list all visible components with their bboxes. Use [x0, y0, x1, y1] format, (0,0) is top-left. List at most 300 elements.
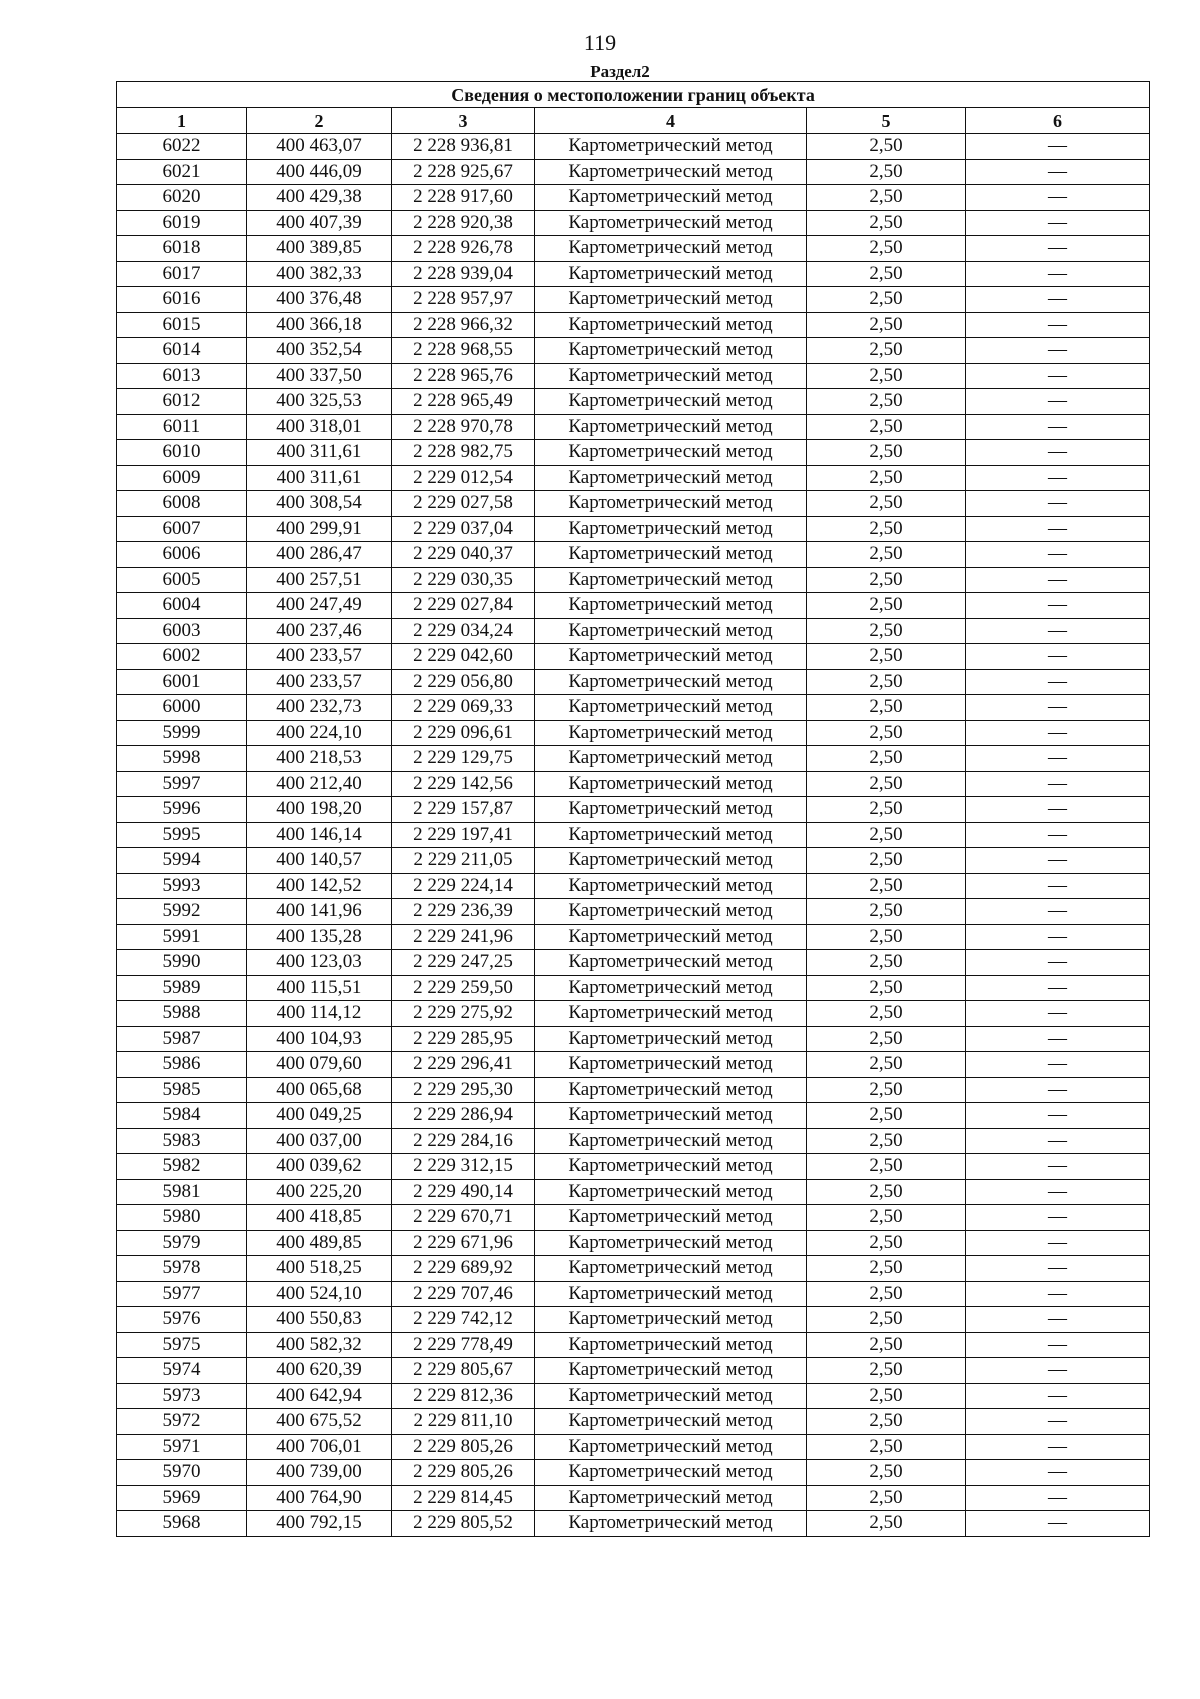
x-coordinate-cell: 400 582,32 [247, 1332, 392, 1358]
note-cell: — [966, 644, 1150, 670]
method-cell: Картометрический метод [535, 516, 807, 542]
point-number-cell: 5995 [117, 822, 247, 848]
x-coordinate-cell: 400 675,52 [247, 1409, 392, 1435]
x-coordinate-cell: 400 104,93 [247, 1026, 392, 1052]
point-number-cell: 5994 [117, 848, 247, 874]
accuracy-cell: 2,50 [807, 134, 966, 160]
accuracy-cell: 2,50 [807, 873, 966, 899]
table-row [117, 1358, 1150, 1384]
y-coordinate-cell: 2 228 957,97 [392, 287, 535, 313]
accuracy-cell: 2,50 [807, 899, 966, 925]
method-cell: Картометрический метод [535, 465, 807, 491]
y-coordinate-cell: 2 229 236,39 [392, 899, 535, 925]
y-coordinate-cell: 2 228 926,78 [392, 236, 535, 262]
method-cell: Картометрический метод [535, 1256, 807, 1282]
note-cell: — [966, 1001, 1150, 1027]
accuracy-cell: 2,50 [807, 465, 966, 491]
note-cell: — [966, 210, 1150, 236]
accuracy-cell: 2,50 [807, 1052, 966, 1078]
note-cell: — [966, 1205, 1150, 1231]
table-row [117, 261, 1150, 287]
point-number-cell: 5998 [117, 746, 247, 772]
accuracy-cell: 2,50 [807, 1205, 966, 1231]
note-cell: — [966, 567, 1150, 593]
method-cell: Картометрический метод [535, 312, 807, 338]
method-cell: Картометрический метод [535, 746, 807, 772]
y-coordinate-cell: 2 229 012,54 [392, 465, 535, 491]
table-row [117, 848, 1150, 874]
accuracy-cell: 2,50 [807, 1128, 966, 1154]
y-coordinate-cell: 2 229 778,49 [392, 1332, 535, 1358]
note-cell: — [966, 1511, 1150, 1537]
x-coordinate-cell: 400 140,57 [247, 848, 392, 874]
point-number-cell: 5982 [117, 1154, 247, 1180]
note-cell: — [966, 312, 1150, 338]
method-cell: Картометрический метод [535, 338, 807, 364]
note-cell: — [966, 1281, 1150, 1307]
y-coordinate-cell: 2 229 027,84 [392, 593, 535, 619]
x-coordinate-cell: 400 311,61 [247, 440, 392, 466]
method-cell: Картометрический метод [535, 899, 807, 925]
method-cell: Картометрический метод [535, 873, 807, 899]
point-number-cell: 5992 [117, 899, 247, 925]
method-cell: Картометрический метод [535, 567, 807, 593]
method-cell: Картометрический метод [535, 1485, 807, 1511]
y-coordinate-cell: 2 228 920,38 [392, 210, 535, 236]
table-row [117, 1332, 1150, 1358]
x-coordinate-cell: 400 366,18 [247, 312, 392, 338]
table-row [117, 389, 1150, 415]
y-coordinate-cell: 2 228 917,60 [392, 185, 535, 211]
note-cell: — [966, 771, 1150, 797]
table-row [117, 236, 1150, 262]
note-cell: — [966, 720, 1150, 746]
note-cell: — [966, 695, 1150, 721]
method-cell: Картометрический метод [535, 644, 807, 670]
accuracy-cell: 2,50 [807, 771, 966, 797]
x-coordinate-cell: 400 142,52 [247, 873, 392, 899]
y-coordinate-cell: 2 229 742,12 [392, 1307, 535, 1333]
method-cell: Картометрический метод [535, 1511, 807, 1537]
point-number-cell: 5979 [117, 1230, 247, 1256]
point-number-cell: 5968 [117, 1511, 247, 1537]
x-coordinate-cell: 400 247,49 [247, 593, 392, 619]
note-cell: — [966, 1460, 1150, 1486]
point-number-cell: 5993 [117, 873, 247, 899]
method-cell: Картометрический метод [535, 134, 807, 160]
method-cell: Картометрический метод [535, 1077, 807, 1103]
accuracy-cell: 2,50 [807, 414, 966, 440]
accuracy-cell: 2,50 [807, 312, 966, 338]
table-row [117, 159, 1150, 185]
x-coordinate-cell: 400 376,48 [247, 287, 392, 313]
x-coordinate-cell: 400 198,20 [247, 797, 392, 823]
point-number-cell: 5977 [117, 1281, 247, 1307]
accuracy-cell: 2,50 [807, 797, 966, 823]
accuracy-cell: 2,50 [807, 1026, 966, 1052]
method-cell: Картометрический метод [535, 822, 807, 848]
table-row [117, 1434, 1150, 1460]
method-cell: Картометрический метод [535, 593, 807, 619]
note-cell: — [966, 822, 1150, 848]
accuracy-cell: 2,50 [807, 1256, 966, 1282]
point-number-cell: 5989 [117, 975, 247, 1001]
y-coordinate-cell: 2 229 805,67 [392, 1358, 535, 1384]
table-row [117, 1383, 1150, 1409]
table-row [117, 644, 1150, 670]
accuracy-cell: 2,50 [807, 1485, 966, 1511]
x-coordinate-cell: 400 237,46 [247, 618, 392, 644]
table-row [117, 950, 1150, 976]
x-coordinate-cell: 400 642,94 [247, 1383, 392, 1409]
table-row [117, 797, 1150, 823]
method-cell: Картометрический метод [535, 1128, 807, 1154]
accuracy-cell: 2,50 [807, 1281, 966, 1307]
x-coordinate-cell: 400 257,51 [247, 567, 392, 593]
method-cell: Картометрический метод [535, 1460, 807, 1486]
point-number-cell: 5988 [117, 1001, 247, 1027]
y-coordinate-cell: 2 229 142,56 [392, 771, 535, 797]
y-coordinate-cell: 2 229 157,87 [392, 797, 535, 823]
point-number-cell: 5999 [117, 720, 247, 746]
accuracy-cell: 2,50 [807, 389, 966, 415]
method-cell: Картометрический метод [535, 848, 807, 874]
x-coordinate-cell: 400 114,12 [247, 1001, 392, 1027]
accuracy-cell: 2,50 [807, 1358, 966, 1384]
x-coordinate-cell: 400 706,01 [247, 1434, 392, 1460]
table-row [117, 695, 1150, 721]
y-coordinate-cell: 2 229 707,46 [392, 1281, 535, 1307]
accuracy-cell: 2,50 [807, 236, 966, 262]
accuracy-cell: 2,50 [807, 542, 966, 568]
y-coordinate-cell: 2 228 970,78 [392, 414, 535, 440]
point-number-cell: 6009 [117, 465, 247, 491]
point-number-cell: 6001 [117, 669, 247, 695]
column-number: 1 [117, 108, 247, 134]
y-coordinate-cell: 2 229 224,14 [392, 873, 535, 899]
table-row [117, 210, 1150, 236]
method-cell: Картометрический метод [535, 210, 807, 236]
accuracy-cell: 2,50 [807, 1077, 966, 1103]
note-cell: — [966, 848, 1150, 874]
table-row [117, 1281, 1150, 1307]
column-number: 2 [247, 108, 392, 134]
point-number-cell: 5969 [117, 1485, 247, 1511]
y-coordinate-cell: 2 229 037,04 [392, 516, 535, 542]
note-cell: — [966, 797, 1150, 823]
point-number-cell: 6002 [117, 644, 247, 670]
note-cell: — [966, 1154, 1150, 1180]
y-coordinate-cell: 2 229 069,33 [392, 695, 535, 721]
y-coordinate-cell: 2 229 211,05 [392, 848, 535, 874]
section-title: Раздел2 [590, 62, 650, 81]
table-row [117, 1485, 1150, 1511]
accuracy-cell: 2,50 [807, 848, 966, 874]
x-coordinate-cell: 400 225,20 [247, 1179, 392, 1205]
accuracy-cell: 2,50 [807, 1332, 966, 1358]
point-number-cell: 6018 [117, 236, 247, 262]
point-number-cell: 5990 [117, 950, 247, 976]
point-number-cell: 5971 [117, 1434, 247, 1460]
accuracy-cell: 2,50 [807, 1179, 966, 1205]
table-row [117, 975, 1150, 1001]
x-coordinate-cell: 400 620,39 [247, 1358, 392, 1384]
x-coordinate-cell: 400 389,85 [247, 236, 392, 262]
table-row [117, 542, 1150, 568]
method-cell: Картометрический метод [535, 287, 807, 313]
note-cell: — [966, 618, 1150, 644]
x-coordinate-cell: 400 049,25 [247, 1103, 392, 1129]
table-row [117, 1409, 1150, 1435]
x-coordinate-cell: 400 115,51 [247, 975, 392, 1001]
method-cell: Картометрический метод [535, 1358, 807, 1384]
accuracy-cell: 2,50 [807, 1307, 966, 1333]
point-number-cell: 5983 [117, 1128, 247, 1154]
x-coordinate-cell: 400 039,62 [247, 1154, 392, 1180]
note-cell: — [966, 134, 1150, 160]
point-number-cell: 6005 [117, 567, 247, 593]
x-coordinate-cell: 400 407,39 [247, 210, 392, 236]
y-coordinate-cell: 2 229 286,94 [392, 1103, 535, 1129]
point-number-cell: 6007 [117, 516, 247, 542]
note-cell: — [966, 159, 1150, 185]
point-number-cell: 5976 [117, 1307, 247, 1333]
y-coordinate-cell: 2 229 096,61 [392, 720, 535, 746]
y-coordinate-cell: 2 228 939,04 [392, 261, 535, 287]
accuracy-cell: 2,50 [807, 516, 966, 542]
point-number-cell: 5980 [117, 1205, 247, 1231]
table-row [117, 312, 1150, 338]
point-number-cell: 5970 [117, 1460, 247, 1486]
table-row [117, 1128, 1150, 1154]
y-coordinate-cell: 2 228 965,49 [392, 389, 535, 415]
x-coordinate-cell: 400 764,90 [247, 1485, 392, 1511]
x-coordinate-cell: 400 065,68 [247, 1077, 392, 1103]
y-coordinate-cell: 2 229 805,52 [392, 1511, 535, 1537]
point-number-cell: 5996 [117, 797, 247, 823]
note-cell: — [966, 746, 1150, 772]
accuracy-cell: 2,50 [807, 1434, 966, 1460]
accuracy-cell: 2,50 [807, 695, 966, 721]
x-coordinate-cell: 400 382,33 [247, 261, 392, 287]
method-cell: Картометрический метод [535, 1307, 807, 1333]
table-caption: Сведения о местоположении границ объекта [117, 82, 1150, 108]
table-row [117, 567, 1150, 593]
point-number-cell: 6000 [117, 695, 247, 721]
point-number-cell: 5986 [117, 1052, 247, 1078]
note-cell: — [966, 542, 1150, 568]
accuracy-cell: 2,50 [807, 644, 966, 670]
note-cell: — [966, 1307, 1150, 1333]
note-cell: — [966, 1103, 1150, 1129]
x-coordinate-cell: 400 739,00 [247, 1460, 392, 1486]
table-row [117, 873, 1150, 899]
table-row [117, 1307, 1150, 1333]
note-cell: — [966, 1128, 1150, 1154]
note-cell: — [966, 1230, 1150, 1256]
x-coordinate-cell: 400 311,61 [247, 465, 392, 491]
x-coordinate-cell: 400 318,01 [247, 414, 392, 440]
point-number-cell: 5985 [117, 1077, 247, 1103]
point-number-cell: 6003 [117, 618, 247, 644]
note-cell: — [966, 1256, 1150, 1282]
y-coordinate-cell: 2 229 197,41 [392, 822, 535, 848]
y-coordinate-cell: 2 229 805,26 [392, 1460, 535, 1486]
point-number-cell: 6017 [117, 261, 247, 287]
y-coordinate-cell: 2 229 689,92 [392, 1256, 535, 1282]
x-coordinate-cell: 400 489,85 [247, 1230, 392, 1256]
accuracy-cell: 2,50 [807, 975, 966, 1001]
method-cell: Картометрический метод [535, 389, 807, 415]
table-row [117, 414, 1150, 440]
x-coordinate-cell: 400 037,00 [247, 1128, 392, 1154]
method-cell: Картометрический метод [535, 924, 807, 950]
table-body [117, 134, 1150, 1537]
table-row [117, 1230, 1150, 1256]
x-coordinate-cell: 400 141,96 [247, 899, 392, 925]
table-row [117, 822, 1150, 848]
y-coordinate-cell: 2 229 030,35 [392, 567, 535, 593]
note-cell: — [966, 1179, 1150, 1205]
accuracy-cell: 2,50 [807, 159, 966, 185]
y-coordinate-cell: 2 229 805,26 [392, 1434, 535, 1460]
table-row [117, 746, 1150, 772]
note-cell: — [966, 516, 1150, 542]
point-number-cell: 5974 [117, 1358, 247, 1384]
point-number-cell: 6015 [117, 312, 247, 338]
x-coordinate-cell: 400 352,54 [247, 338, 392, 364]
table-row [117, 1052, 1150, 1078]
note-cell: — [966, 1434, 1150, 1460]
accuracy-cell: 2,50 [807, 491, 966, 517]
accuracy-cell: 2,50 [807, 1154, 966, 1180]
accuracy-cell: 2,50 [807, 950, 966, 976]
point-number-cell: 6014 [117, 338, 247, 364]
point-number-cell: 5978 [117, 1256, 247, 1282]
point-number-cell: 6004 [117, 593, 247, 619]
method-cell: Картометрический метод [535, 1409, 807, 1435]
x-coordinate-cell: 400 792,15 [247, 1511, 392, 1537]
note-cell: — [966, 873, 1150, 899]
y-coordinate-cell: 2 229 811,10 [392, 1409, 535, 1435]
note-cell: — [966, 185, 1150, 211]
note-cell: — [966, 1485, 1150, 1511]
table-row [117, 1001, 1150, 1027]
note-cell: — [966, 975, 1150, 1001]
x-coordinate-cell: 400 224,10 [247, 720, 392, 746]
x-coordinate-cell: 400 212,40 [247, 771, 392, 797]
x-coordinate-cell: 400 299,91 [247, 516, 392, 542]
y-coordinate-cell: 2 228 925,67 [392, 159, 535, 185]
y-coordinate-cell: 2 229 296,41 [392, 1052, 535, 1078]
x-coordinate-cell: 400 286,47 [247, 542, 392, 568]
x-coordinate-cell: 400 337,50 [247, 363, 392, 389]
table-row [117, 363, 1150, 389]
table-row [117, 924, 1150, 950]
note-cell: — [966, 924, 1150, 950]
method-cell: Картометрический метод [535, 1281, 807, 1307]
point-number-cell: 5987 [117, 1026, 247, 1052]
note-cell: — [966, 899, 1150, 925]
accuracy-cell: 2,50 [807, 440, 966, 466]
column-number: 3 [392, 108, 535, 134]
x-coordinate-cell: 400 463,07 [247, 134, 392, 160]
note-cell: — [966, 1332, 1150, 1358]
accuracy-cell: 2,50 [807, 567, 966, 593]
method-cell: Картометрический метод [535, 491, 807, 517]
note-cell: — [966, 1077, 1150, 1103]
y-coordinate-cell: 2 229 671,96 [392, 1230, 535, 1256]
method-cell: Картометрический метод [535, 695, 807, 721]
y-coordinate-cell: 2 229 027,58 [392, 491, 535, 517]
note-cell: — [966, 950, 1150, 976]
method-cell: Картометрический метод [535, 236, 807, 262]
table-row [117, 338, 1150, 364]
method-cell: Картометрический метод [535, 363, 807, 389]
method-cell: Картометрический метод [535, 1179, 807, 1205]
x-coordinate-cell: 400 233,57 [247, 669, 392, 695]
x-coordinate-cell: 400 146,14 [247, 822, 392, 848]
note-cell: — [966, 363, 1150, 389]
note-cell: — [966, 593, 1150, 619]
point-number-cell: 6011 [117, 414, 247, 440]
method-cell: Картометрический метод [535, 1332, 807, 1358]
table-row [117, 1460, 1150, 1486]
method-cell: Картометрический метод [535, 618, 807, 644]
point-number-cell: 6008 [117, 491, 247, 517]
method-cell: Картометрический метод [535, 950, 807, 976]
method-cell: Картометрический метод [535, 797, 807, 823]
y-coordinate-cell: 2 229 040,37 [392, 542, 535, 568]
table-row [117, 1179, 1150, 1205]
y-coordinate-cell: 2 228 966,32 [392, 312, 535, 338]
y-coordinate-cell: 2 229 284,16 [392, 1128, 535, 1154]
y-coordinate-cell: 2 229 129,75 [392, 746, 535, 772]
y-coordinate-cell: 2 229 285,95 [392, 1026, 535, 1052]
accuracy-cell: 2,50 [807, 1103, 966, 1129]
x-coordinate-cell: 400 135,28 [247, 924, 392, 950]
table-row [117, 465, 1150, 491]
method-cell: Картометрический метод [535, 975, 807, 1001]
table-row [117, 1154, 1150, 1180]
point-number-cell: 5981 [117, 1179, 247, 1205]
y-coordinate-cell: 2 229 490,14 [392, 1179, 535, 1205]
table-row [117, 1103, 1150, 1129]
accuracy-cell: 2,50 [807, 746, 966, 772]
table-row [117, 491, 1150, 517]
method-cell: Картометрический метод [535, 1230, 807, 1256]
accuracy-cell: 2,50 [807, 720, 966, 746]
table-row [117, 771, 1150, 797]
accuracy-cell: 2,50 [807, 593, 966, 619]
accuracy-cell: 2,50 [807, 1409, 966, 1435]
y-coordinate-cell: 2 229 259,50 [392, 975, 535, 1001]
accuracy-cell: 2,50 [807, 363, 966, 389]
accuracy-cell: 2,50 [807, 185, 966, 211]
note-cell: — [966, 261, 1150, 287]
column-number: 5 [807, 108, 966, 134]
x-coordinate-cell: 400 079,60 [247, 1052, 392, 1078]
table-row [117, 1256, 1150, 1282]
y-coordinate-cell: 2 229 312,15 [392, 1154, 535, 1180]
point-number-cell: 6019 [117, 210, 247, 236]
accuracy-cell: 2,50 [807, 1230, 966, 1256]
accuracy-cell: 2,50 [807, 924, 966, 950]
y-coordinate-cell: 2 229 275,92 [392, 1001, 535, 1027]
method-cell: Картометрический метод [535, 440, 807, 466]
x-coordinate-cell: 400 446,09 [247, 159, 392, 185]
point-number-cell: 6016 [117, 287, 247, 313]
